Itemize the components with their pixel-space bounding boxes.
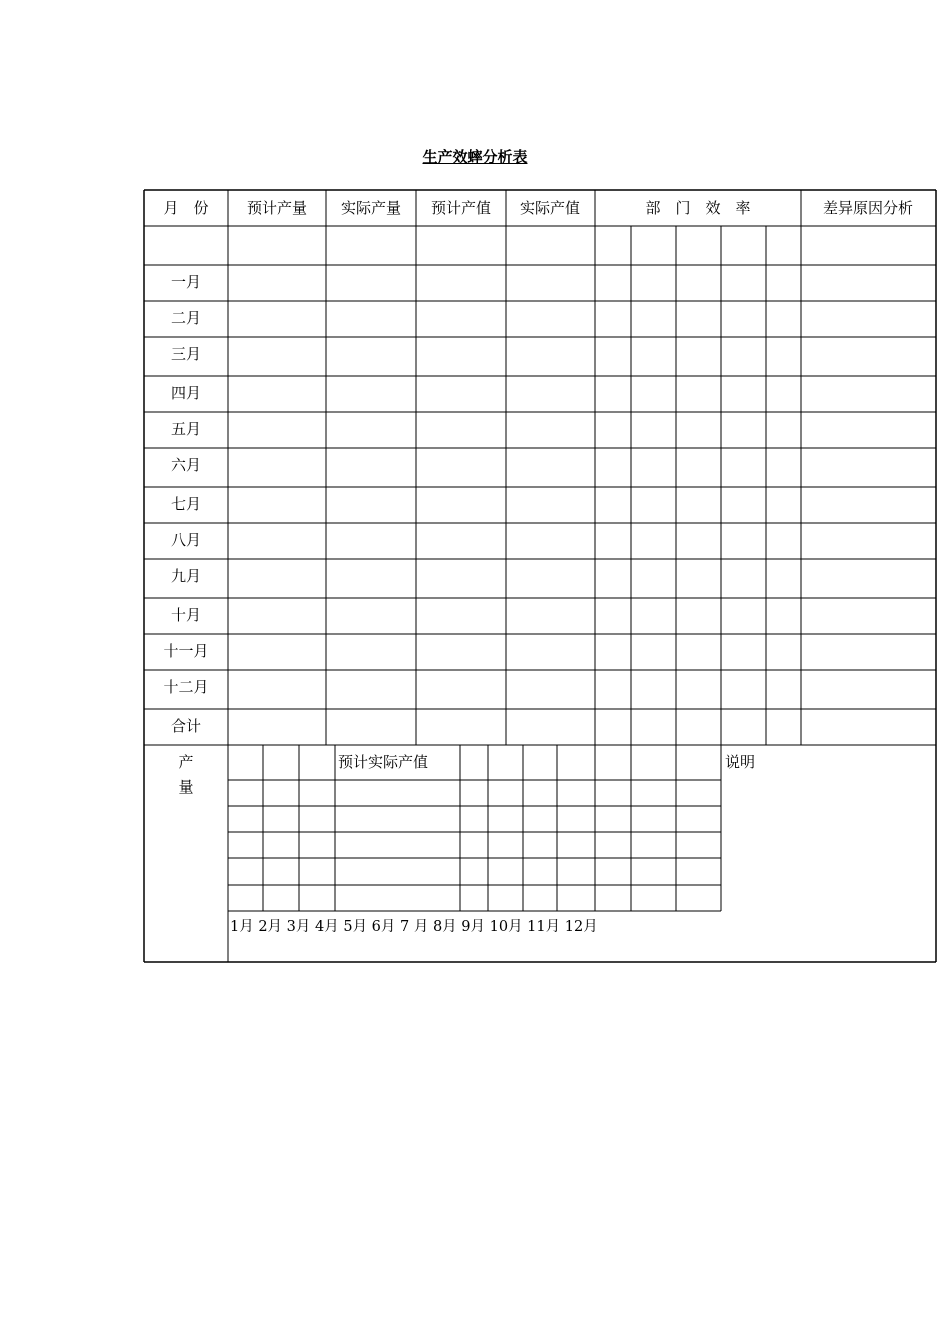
- total-label: 合计: [170, 717, 202, 735]
- month-label: 七月: [170, 495, 202, 513]
- note-label: 说明: [725, 753, 756, 771]
- header-actual-output: 实际产量: [340, 199, 402, 217]
- header-dept-efficiency: 部 门 效 率: [645, 199, 751, 217]
- month-label: 十月: [170, 606, 202, 624]
- chart-month-axis: 1月 2月 3月 4月 5月 6月 7 月 8月 9月 10月 11月 12月: [230, 919, 598, 935]
- header-planned-value: 预计产值: [430, 199, 492, 217]
- chart-side-label-1: 产: [178, 753, 194, 771]
- month-label: 十二月: [163, 678, 209, 696]
- month-label: 四月: [170, 384, 202, 402]
- header-actual-value: 实际产值: [519, 199, 581, 217]
- chart-side-label-2: 量: [178, 778, 194, 796]
- form-title: 生产效蟀分析表: [422, 148, 528, 166]
- month-label: 十一月: [163, 642, 209, 660]
- month-label: 九月: [170, 567, 202, 585]
- header-month: 月 份: [163, 199, 209, 217]
- month-label: 三月: [170, 345, 202, 363]
- month-label: 八月: [170, 531, 202, 549]
- month-label: 六月: [170, 456, 202, 474]
- header-variance-analysis: 差异原因分析: [822, 199, 914, 217]
- header-planned-output: 预计产量: [246, 199, 308, 217]
- chart-legend: 预计实际产值: [338, 753, 429, 771]
- month-label: 五月: [170, 420, 202, 438]
- month-label: 一月: [170, 273, 202, 291]
- month-label: 二月: [170, 309, 202, 327]
